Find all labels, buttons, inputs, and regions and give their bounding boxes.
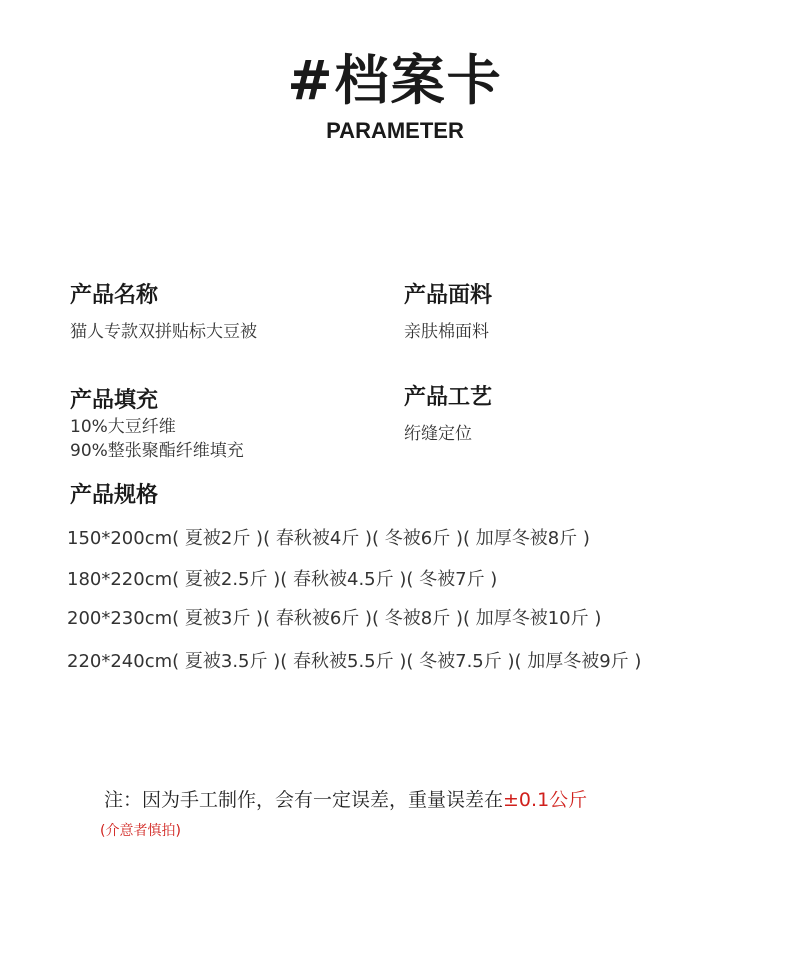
product-craft-value: 绗缝定位 (404, 424, 472, 444)
disclaimer-note (104, 785, 587, 812)
disclaimer-sub: (介意者慎拍) (100, 823, 181, 839)
product-spec-label: 产品规格 (70, 483, 159, 508)
weight-tolerance: ±0.1公斤 (503, 789, 588, 811)
product-filling-line-1: 10%大豆纤维 (70, 417, 176, 437)
product-craft-label: 产品工艺 (404, 385, 493, 410)
spec-row-220x240: 220*240cm( 夏被3.5斤 )( 春秋被5.5斤 )( 冬被7.5斤 )( 加厚冬被9斤 ) (67, 651, 642, 672)
disclaimer-text: 注：因为手工制作，会有一定误差，重量误差在 (104, 789, 504, 811)
spec-row-180x220: 180*220cm( 夏被2.5斤 )( 春秋被4.5斤 )( 冬被7斤 ) (67, 569, 498, 590)
product-name-label: 产品名称 (70, 283, 159, 308)
product-fabric-value: 亲肤棉面料 (404, 322, 489, 342)
product-filling-line-2: 90%整张聚酯纤维填充 (70, 441, 244, 461)
page-title: #档案卡 (287, 49, 503, 112)
spec-row-200x230: 200*230cm( 夏被3斤 )( 春秋被6斤 )( 冬被8斤 )( 加厚冬被10斤 ) (67, 608, 602, 629)
page-subtitle: PARAMETER (326, 118, 464, 143)
product-filling-label: 产品填充 (70, 388, 159, 413)
product-name-value: 猫人专款双拼贴标大豆被 (70, 322, 257, 342)
product-fabric-label: 产品面料 (404, 283, 493, 308)
spec-row-150x200: 150*200cm( 夏被2斤 )( 春秋被4斤 )( 冬被6斤 )( 加厚冬被8斤 ) (67, 528, 590, 549)
